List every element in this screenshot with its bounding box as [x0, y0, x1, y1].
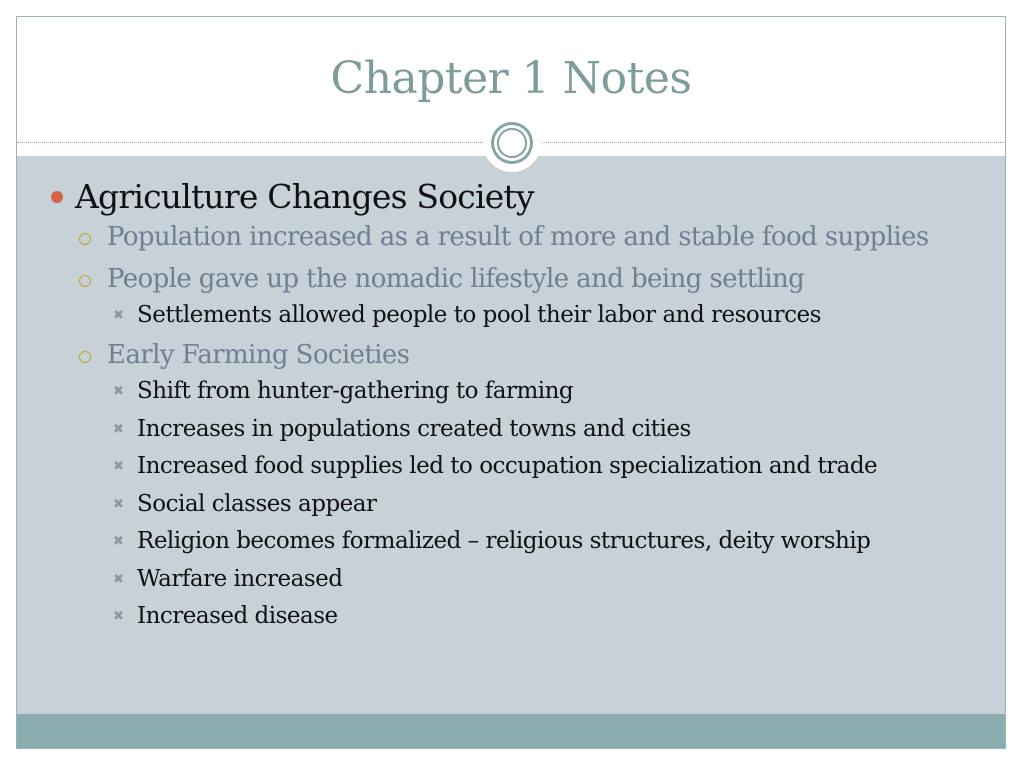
level2-item	[75, 339, 997, 631]
footer-band	[17, 714, 1005, 748]
slide-body	[47, 177, 997, 640]
level3-item	[107, 414, 997, 444]
hollow-circle-bullet-icon	[79, 275, 91, 287]
level2-item	[75, 221, 997, 254]
ring-ornament-icon	[483, 114, 541, 172]
level3-text: Warfare increased	[137, 565, 343, 592]
x-bullet-icon: ✖	[113, 609, 124, 624]
level3-item	[107, 526, 997, 556]
level3-item	[107, 601, 997, 631]
level3-text: Settlements allowed people to pool their labor and resources	[137, 302, 821, 328]
level1-text: Agriculture Changes Society	[75, 177, 534, 216]
x-bullet-icon: ✖	[113, 459, 124, 474]
level3-list	[107, 300, 997, 330]
level3-text: Religion becomes formalized – religious structures, deity worship	[137, 528, 871, 554]
level3-list	[107, 376, 997, 631]
level3-item	[107, 300, 997, 330]
level2-item	[75, 263, 997, 330]
x-bullet-icon: ✖	[113, 571, 124, 587]
hollow-circle-bullet-icon	[79, 351, 91, 363]
level2-text: Early Farming Societies	[107, 340, 410, 370]
filled-circle-bullet-icon	[51, 191, 63, 203]
level2-text: Population increased as a result of more and stable food supplies	[107, 222, 929, 252]
level3-item	[107, 489, 997, 519]
level3-text: Increased food supplies led to occupation specialization and trade	[137, 453, 878, 479]
x-bullet-icon: ✖	[113, 496, 124, 512]
level3-text: Shift from hunter-gathering to farming	[137, 378, 574, 404]
level3-item	[107, 564, 997, 594]
level2-text: People gave up the nomadic lifestyle and being settling	[107, 264, 805, 294]
level3-item	[107, 376, 997, 406]
x-bullet-icon: ✖	[113, 534, 124, 549]
x-bullet-icon: ✖	[113, 421, 124, 437]
level3-text: Increases in populations created towns and cities	[137, 415, 691, 442]
x-bullet-icon: ✖	[113, 308, 124, 323]
slide	[16, 16, 1006, 749]
bullet-list	[47, 177, 997, 631]
level3-text: Social classes appear	[137, 490, 377, 517]
level2-list	[75, 221, 997, 631]
level1-item	[47, 177, 997, 631]
slide-title: Chapter 1 Notes	[330, 53, 692, 104]
hollow-circle-bullet-icon	[79, 233, 91, 245]
x-bullet-icon: ✖	[113, 384, 124, 399]
level3-text: Increased disease	[137, 603, 338, 629]
level3-item	[107, 451, 997, 481]
